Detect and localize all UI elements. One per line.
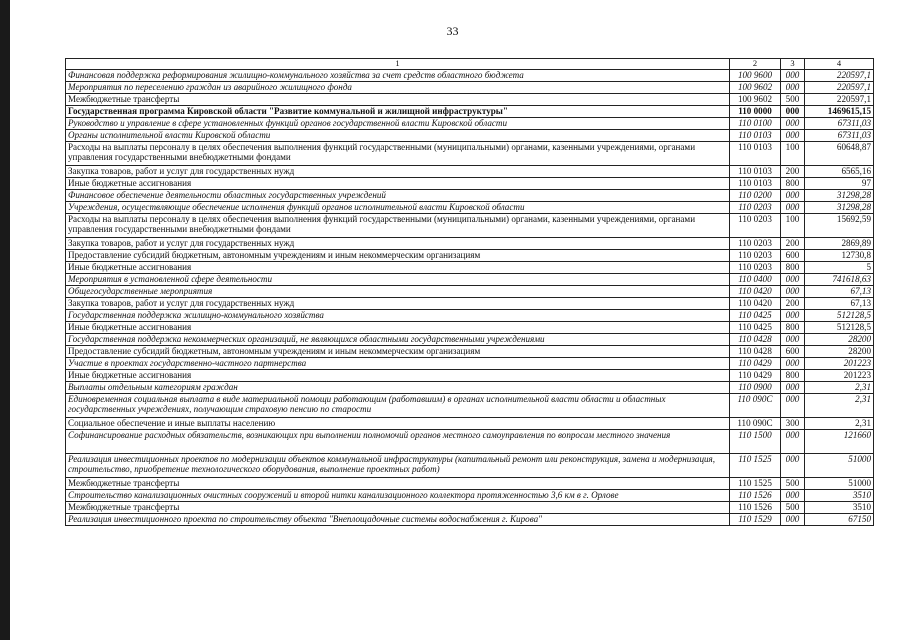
column-header-type: 3 bbox=[781, 59, 805, 70]
budget-table bbox=[65, 58, 874, 526]
row-type-cell: 100 bbox=[781, 142, 805, 166]
table-row bbox=[66, 478, 874, 490]
row-code-cell: 110 0103 bbox=[730, 142, 781, 166]
row-type-cell: 000 bbox=[781, 514, 805, 526]
row-amount-cell: 51000 bbox=[805, 478, 874, 490]
row-amount-cell: 2,31 bbox=[805, 382, 874, 394]
row-code-cell: 110 0428 bbox=[730, 334, 781, 346]
column-header-amount: 4 bbox=[805, 59, 874, 70]
row-code-cell: 100 9602 bbox=[730, 94, 781, 106]
row-code-cell: 110 090С bbox=[730, 394, 781, 418]
row-name-cell: Реализация инвестиционного проекта по строительству объекта "Внеплощадочные системы водоснабжения г. Кирова" bbox=[66, 514, 730, 526]
row-code-cell: 110 1529 bbox=[730, 514, 781, 526]
row-name-cell: Органы исполнительной власти Кировской области bbox=[66, 130, 730, 142]
row-type-cell: 000 bbox=[781, 274, 805, 286]
row-name-cell: Государственная поддержка некоммерческих организаций, не являющихся областными государственными учреждениями bbox=[66, 334, 730, 346]
row-name-cell: Выплаты отдельным категориям граждан bbox=[66, 382, 730, 394]
row-type-cell: 600 bbox=[781, 346, 805, 358]
row-type-cell: 000 bbox=[781, 202, 805, 214]
row-amount-cell: 51000 bbox=[805, 454, 874, 478]
row-code-cell: 110 0203 bbox=[730, 238, 781, 250]
row-name-cell: Предоставление субсидий бюджетным, автономным учреждениям и иным некоммерческим организациям bbox=[66, 346, 730, 358]
row-amount-cell: 201223 bbox=[805, 370, 874, 382]
row-type-cell: 000 bbox=[781, 286, 805, 298]
table-row bbox=[66, 166, 874, 178]
table-row bbox=[66, 214, 874, 238]
left-binding-bar bbox=[0, 0, 10, 640]
row-amount-cell: 3510 bbox=[805, 490, 874, 502]
row-type-cell: 500 bbox=[781, 478, 805, 490]
row-type-cell: 800 bbox=[781, 370, 805, 382]
table-row bbox=[66, 334, 874, 346]
row-amount-cell: 60648,87 bbox=[805, 142, 874, 166]
row-name-cell: Межбюджетные трансферты bbox=[66, 478, 730, 490]
row-code-cell: 110 0103 bbox=[730, 166, 781, 178]
row-type-cell: 500 bbox=[781, 94, 805, 106]
row-code-cell: 110 1526 bbox=[730, 490, 781, 502]
row-code-cell: 110 0400 bbox=[730, 274, 781, 286]
table-row bbox=[66, 490, 874, 502]
column-header-code: 2 bbox=[730, 59, 781, 70]
row-code-cell: 110 1526 bbox=[730, 502, 781, 514]
table-row bbox=[66, 454, 874, 478]
table-row bbox=[66, 250, 874, 262]
table-row bbox=[66, 370, 874, 382]
row-name-cell: Иные бюджетные ассигнования bbox=[66, 322, 730, 334]
table-row bbox=[66, 418, 874, 430]
table-row bbox=[66, 274, 874, 286]
row-amount-cell: 15692,59 bbox=[805, 214, 874, 238]
row-code-cell: 110 0425 bbox=[730, 322, 781, 334]
table-header-row bbox=[66, 59, 874, 70]
row-code-cell: 110 0200 bbox=[730, 190, 781, 202]
row-name-cell: Иные бюджетные ассигнования bbox=[66, 178, 730, 190]
row-amount-cell: 2,31 bbox=[805, 394, 874, 418]
table-row bbox=[66, 262, 874, 274]
row-name-cell: Расходы на выплаты персоналу в целях обеспечения выполнения функций государственными (муниципальными) органами, казенными учреждениями, органами управления государственными внебюджетными фондами bbox=[66, 142, 730, 166]
row-type-cell: 200 bbox=[781, 298, 805, 310]
row-name-cell: Финансовая поддержка реформирования жилищно-коммунального хозяйства за счет средств областного бюджета bbox=[66, 70, 730, 82]
row-type-cell: 000 bbox=[781, 190, 805, 202]
row-type-cell: 300 bbox=[781, 418, 805, 430]
row-code-cell: 110 0425 bbox=[730, 310, 781, 322]
table-row bbox=[66, 346, 874, 358]
row-code-cell: 110 0900 bbox=[730, 382, 781, 394]
row-code-cell: 110 0100 bbox=[730, 118, 781, 130]
row-amount-cell: 67,13 bbox=[805, 298, 874, 310]
row-amount-cell: 220597,1 bbox=[805, 70, 874, 82]
table-row bbox=[66, 238, 874, 250]
table-row bbox=[66, 190, 874, 202]
row-code-cell: 110 090С bbox=[730, 418, 781, 430]
row-name-cell: Строительство канализационных очистных сооружений и второй нитки канализационного коллектора протяженностью 3,6 км в г. Орлове bbox=[66, 490, 730, 502]
row-amount-cell: 12730,8 bbox=[805, 250, 874, 262]
row-type-cell: 000 bbox=[781, 394, 805, 418]
row-code-cell: 110 0203 bbox=[730, 250, 781, 262]
row-type-cell: 000 bbox=[781, 358, 805, 370]
row-name-cell: Предоставление субсидий бюджетным, автономным учреждениям и иным некоммерческим организациям bbox=[66, 250, 730, 262]
row-amount-cell: 5 bbox=[805, 262, 874, 274]
table-row bbox=[66, 430, 874, 454]
row-type-cell: 600 bbox=[781, 250, 805, 262]
row-code-cell: 110 0103 bbox=[730, 130, 781, 142]
table-row bbox=[66, 106, 874, 118]
row-name-cell: Иные бюджетные ассигнования bbox=[66, 262, 730, 274]
row-code-cell: 110 0103 bbox=[730, 178, 781, 190]
row-type-cell: 200 bbox=[781, 238, 805, 250]
column-header-name: 1 bbox=[66, 59, 730, 70]
row-amount-cell: 67311,03 bbox=[805, 130, 874, 142]
row-name-cell: Мероприятия по переселению граждан из аварийного жилищного фонда bbox=[66, 82, 730, 94]
row-type-cell: 200 bbox=[781, 166, 805, 178]
row-code-cell: 110 0420 bbox=[730, 298, 781, 310]
row-amount-cell: 741618,63 bbox=[805, 274, 874, 286]
row-code-cell: 110 0420 bbox=[730, 286, 781, 298]
row-name-cell: Закупка товаров, работ и услуг для государственных нужд bbox=[66, 166, 730, 178]
row-name-cell: Закупка товаров, работ и услуг для государственных нужд bbox=[66, 298, 730, 310]
row-type-cell: 000 bbox=[781, 70, 805, 82]
table-row bbox=[66, 70, 874, 82]
row-code-cell: 100 9600 bbox=[730, 70, 781, 82]
row-code-cell: 110 0428 bbox=[730, 346, 781, 358]
row-amount-cell: 2869,89 bbox=[805, 238, 874, 250]
row-amount-cell: 201223 bbox=[805, 358, 874, 370]
table-row bbox=[66, 82, 874, 94]
table-row bbox=[66, 310, 874, 322]
row-code-cell: 110 0203 bbox=[730, 202, 781, 214]
row-name-cell: Социальное обеспечение и иные выплаты населению bbox=[66, 418, 730, 430]
row-type-cell: 000 bbox=[781, 310, 805, 322]
row-name-cell: Иные бюджетные ассигнования bbox=[66, 370, 730, 382]
row-type-cell: 800 bbox=[781, 178, 805, 190]
table-row bbox=[66, 130, 874, 142]
row-code-cell: 110 0429 bbox=[730, 358, 781, 370]
page-number: 33 bbox=[446, 24, 459, 38]
row-amount-cell: 512128,5 bbox=[805, 322, 874, 334]
row-name-cell: Софинансирование расходных обязательств, возникающих при выполнении полномочий органов местного самоуправления по вопросам местного значения bbox=[66, 430, 730, 454]
row-type-cell: 000 bbox=[781, 82, 805, 94]
row-amount-cell: 3510 bbox=[805, 502, 874, 514]
row-code-cell: 110 1500 bbox=[730, 430, 781, 454]
row-type-cell: 100 bbox=[781, 214, 805, 238]
row-type-cell: 000 bbox=[781, 382, 805, 394]
table-row bbox=[66, 382, 874, 394]
row-type-cell: 800 bbox=[781, 322, 805, 334]
row-name-cell: Финансовое обеспечение деятельности областных государственных учреждений bbox=[66, 190, 730, 202]
row-amount-cell: 28200 bbox=[805, 346, 874, 358]
row-amount-cell: 220597,1 bbox=[805, 94, 874, 106]
row-name-cell: Межбюджетные трансферты bbox=[66, 502, 730, 514]
table-row bbox=[66, 202, 874, 214]
table-row bbox=[66, 394, 874, 418]
table-row bbox=[66, 118, 874, 130]
row-name-cell: Руководство и управление в сфере установленных функций органов государственной власти Кировской области bbox=[66, 118, 730, 130]
row-name-cell: Государственная поддержка жилищно-коммунального хозяйства bbox=[66, 310, 730, 322]
row-name-cell: Межбюджетные трансферты bbox=[66, 94, 730, 106]
row-type-cell: 000 bbox=[781, 430, 805, 454]
table-row bbox=[66, 502, 874, 514]
table-row bbox=[66, 178, 874, 190]
row-amount-cell: 67,13 bbox=[805, 286, 874, 298]
row-name-cell: Единовременная социальная выплата в виде материальной помощи работающим (работавшим) в органах исполнительной власти области и областных государственных учреждениях, получающим страховую пенсию по старости bbox=[66, 394, 730, 418]
row-amount-cell: 28200 bbox=[805, 334, 874, 346]
row-amount-cell: 220597,1 bbox=[805, 82, 874, 94]
row-code-cell: 110 0203 bbox=[730, 262, 781, 274]
row-name-cell: Общегосударственные мероприятия bbox=[66, 286, 730, 298]
row-name-cell: Учреждения, осуществляющие обеспечение исполнения функций органов исполнительной власти Кировской области bbox=[66, 202, 730, 214]
row-amount-cell: 31298,28 bbox=[805, 190, 874, 202]
table-row bbox=[66, 94, 874, 106]
row-code-cell: 110 0000 bbox=[730, 106, 781, 118]
row-amount-cell: 31298,28 bbox=[805, 202, 874, 214]
row-name-cell: Реализация инвестиционных проектов по модернизации объектов коммунальной инфраструктуры (капитальный ремонт или реконструкция, замена и модернизация, строительство, приобретение технологического оборудования, выполнение проектных работ) bbox=[66, 454, 730, 478]
row-name-cell: Государственная программа Кировской области "Развитие коммунальной и жилищной инфраструктуры" bbox=[66, 106, 730, 118]
row-name-cell: Участие в проектах государственно-частного партнерства bbox=[66, 358, 730, 370]
row-type-cell: 500 bbox=[781, 502, 805, 514]
row-type-cell: 800 bbox=[781, 262, 805, 274]
table-row bbox=[66, 142, 874, 166]
row-name-cell: Закупка товаров, работ и услуг для государственных нужд bbox=[66, 238, 730, 250]
row-code-cell: 110 1525 bbox=[730, 454, 781, 478]
row-name-cell: Расходы на выплаты персоналу в целях обеспечения выполнения функций государственными (муниципальными) органами, казенными учреждениями, органами управления государственными внебюджетными фондами bbox=[66, 214, 730, 238]
row-amount-cell: 67150 bbox=[805, 514, 874, 526]
row-name-cell: Мероприятия в установленной сфере деятельности bbox=[66, 274, 730, 286]
row-type-cell: 000 bbox=[781, 334, 805, 346]
row-type-cell: 000 bbox=[781, 106, 805, 118]
table-row bbox=[66, 286, 874, 298]
row-code-cell: 110 1525 bbox=[730, 478, 781, 490]
row-amount-cell: 2,31 bbox=[805, 418, 874, 430]
row-type-cell: 000 bbox=[781, 490, 805, 502]
row-amount-cell: 67311,03 bbox=[805, 118, 874, 130]
row-code-cell: 110 0429 bbox=[730, 370, 781, 382]
table-body bbox=[66, 70, 874, 526]
row-type-cell: 000 bbox=[781, 130, 805, 142]
row-code-cell: 110 0203 bbox=[730, 214, 781, 238]
row-amount-cell: 97 bbox=[805, 178, 874, 190]
row-amount-cell: 6565,16 bbox=[805, 166, 874, 178]
row-code-cell: 100 9602 bbox=[730, 82, 781, 94]
row-type-cell: 000 bbox=[781, 454, 805, 478]
table-row bbox=[66, 514, 874, 526]
table-row bbox=[66, 298, 874, 310]
table-row bbox=[66, 358, 874, 370]
row-type-cell: 000 bbox=[781, 118, 805, 130]
row-amount-cell: 512128,5 bbox=[805, 310, 874, 322]
row-amount-cell: 1469615,15 bbox=[805, 106, 874, 118]
row-amount-cell: 121660 bbox=[805, 430, 874, 454]
table-row bbox=[66, 322, 874, 334]
